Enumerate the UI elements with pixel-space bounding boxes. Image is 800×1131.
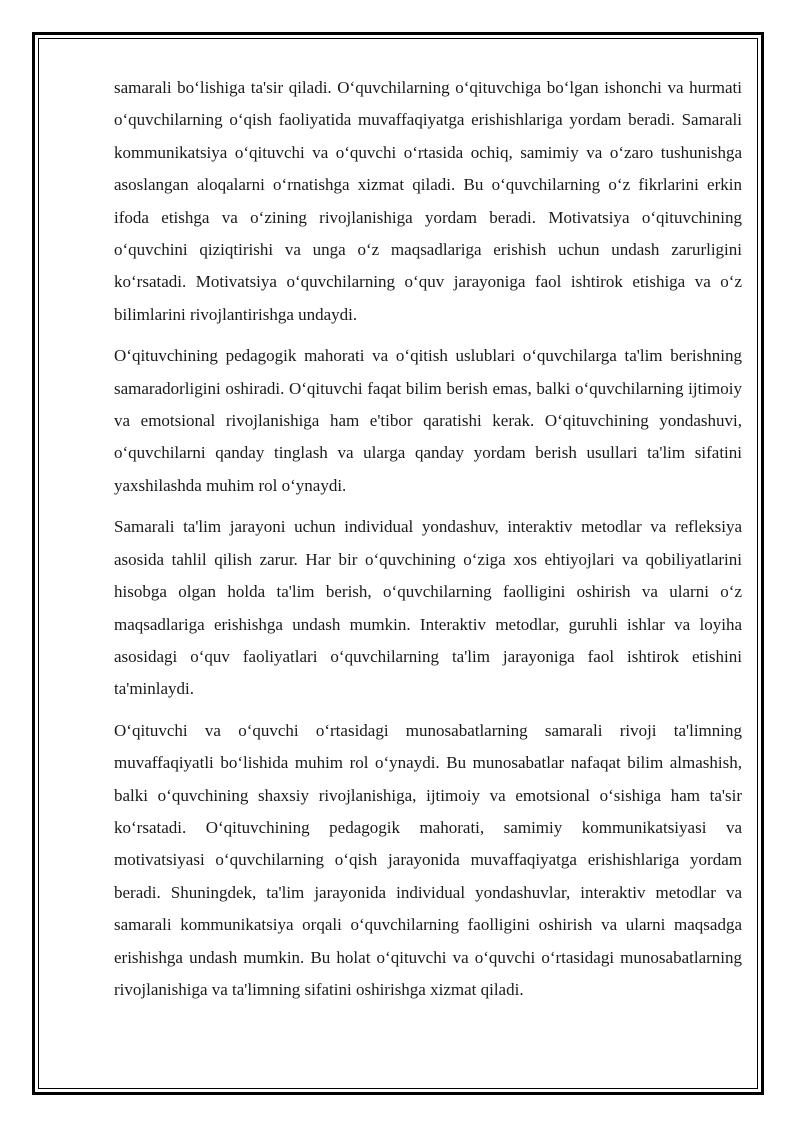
paragraph-1: samarali bo‘lishiga ta'sir qiladi. O‘quvchilarning o‘qituvchiga bo‘lgan ishonchi va hurmati o‘quvchilarning o‘qish faoliyatida muvaffaqiyatga erishishlariga yordam beradi. Samarali kommunikatsiya o‘qituvchi va o‘quvchi o‘rtasida ochiq, samimiy va o‘zaro tushunishga asoslangan aloqalarni o‘rnatishga xizmat qiladi. Bu o‘quvchilarning o‘z fikrlarini erkin ifoda etishga va o‘zining rivojlanishiga yordam beradi. Motivatsiya o‘qituvchining o‘quvchini qiziqtirishi va unga o‘z maqsadlariga erishish uchun undash zarurligini ko‘rsatadi. Motivatsiya o‘quvchilarning o‘quv jarayoniga faol ishtirok etishiga va o‘z bilimlarini rivojlantirishga undaydi. (114, 78, 742, 324)
paragraph-2: O‘qituvchining pedagogik mahorati va o‘qitish uslublari o‘quvchilarga ta'lim berishning samaradorligini oshiradi. O‘qituvchi faqat bilim berish emas, balki o‘quvchilarning ijtimoiy va emotsional rivojlanishiga ham e'tibor qaratishi kerak. O‘qituvchining yondashuvi, o‘quvchilarni qanday tinglash va ularga qanday yordam berish usullari ta'lim sifatini yaxshilashda muhim rol o‘ynaydi. (114, 346, 742, 495)
paragraph-3: Samarali ta'lim jarayoni uchun individual yondashuv, interaktiv metodlar va refleksiya asosida tahlil qilish zarur. Har bir o‘quvchining o‘ziga xos ehtiyojlari va qobiliyatlarini hisobga olgan holda ta'lim berish, o‘quvchilarning faolligini oshirish va ularni o‘z maqsadlariga erishishga undash mumkin. Interaktiv metodlar, guruhli ishlar va loyiha asosidagi o‘quv faoliyatlari o‘quvchilarning ta'lim jarayoniga faol ishtirok etishini ta'minlaydi. (114, 517, 742, 699)
document-body (114, 72, 742, 1015)
paragraph-4: O‘qituvchi va o‘quvchi o‘rtasidagi munosabatlarning samarali rivoji ta'limning muvaffaqiyatli bo‘lishida muhim rol o‘ynaydi. Bu munosabatlar nafaqat bilim almashish, balki o‘quvchining shaxsiy rivojlanishiga, ijtimoiy va emotsional o‘sishiga ham ta'sir ko‘rsatadi. O‘qituvchining pedagogik mahorati, samimiy kommunikatsiyasi va motivatsiyasi o‘quvchilarning o‘qish jarayonida muvaffaqiyatga erishishlariga yordam beradi. Shuningdek, ta'lim jarayonida individual yondashuvlar, interaktiv metodlar va samarali kommunikatsiya orqali o‘quvchilarning faolligini oshirish va ularni maqsadga erishishga undash mumkin. Bu holat o‘qituvchi va o‘quvchi o‘rtasidagi munosabatlarning rivojlanishiga va ta'limning sifatini oshirishga xizmat qiladi. (114, 720, 742, 999)
